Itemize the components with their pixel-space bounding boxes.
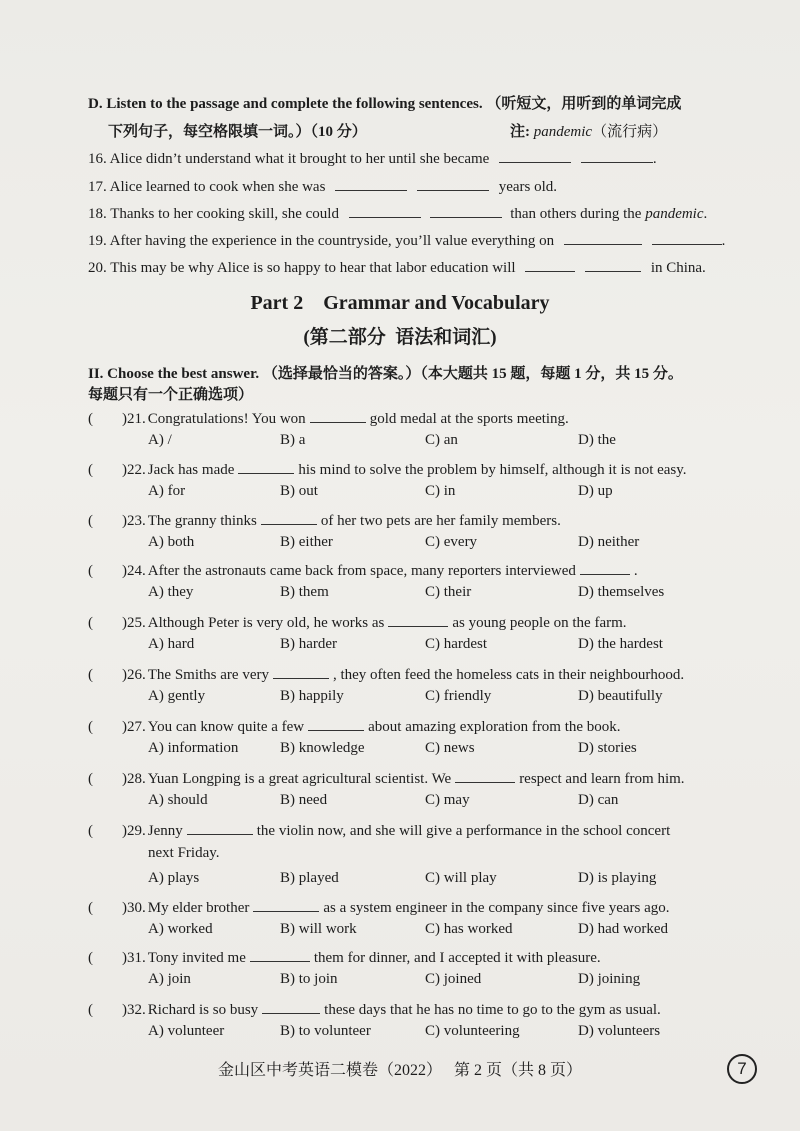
question-number: )28. — [122, 771, 146, 787]
answer-blank[interactable] — [250, 947, 310, 962]
answer-blank[interactable] — [253, 897, 319, 912]
listening-item-17: 17. Alice learned to cook when she was years old. — [88, 176, 557, 196]
answer-blank[interactable] — [388, 612, 448, 627]
answer-parenthesis[interactable]: ( — [88, 719, 93, 735]
answer-option[interactable]: B) need — [280, 792, 328, 808]
answer-parenthesis[interactable]: ( — [88, 667, 93, 683]
answer-option[interactable]: D) volunteers — [578, 1023, 661, 1039]
question-text: Although Peter is very old, he works as — [147, 615, 385, 631]
answer-option[interactable]: A) volunteer — [148, 1023, 225, 1039]
answer-option[interactable]: C) in — [425, 483, 456, 499]
answer-option[interactable]: D) the — [578, 432, 616, 448]
section-d-heading: D. Listen to the passage and complete the following sentences. （听短文，用听到的单词完成 — [88, 96, 682, 112]
section-ii-heading: II. Choose the best answer. （选择最恰当的答案。）（本大题共 15 题，每题 1 分，共 15 分。 — [88, 366, 683, 382]
answer-parenthesis[interactable]: ( — [88, 462, 93, 478]
answer-parenthesis[interactable]: ( — [88, 513, 93, 529]
question-text-after-blank: as young people on the farm. — [452, 615, 627, 631]
question-text: Richard is so busy — [147, 1002, 259, 1018]
answer-blank[interactable] — [238, 459, 294, 474]
pandemic-note: 注: pandemic（流行病） — [510, 124, 668, 140]
answer-option[interactable]: B) them — [280, 584, 329, 600]
question-row — [88, 999, 661, 1019]
answer-option[interactable]: C) their — [425, 584, 472, 600]
question-number: )30. — [122, 900, 146, 916]
answer-blank[interactable] — [310, 408, 366, 423]
answer-blank[interactable] — [499, 148, 571, 163]
answer-option[interactable]: A) worked — [148, 921, 213, 937]
answer-blank[interactable] — [455, 768, 515, 783]
question-text-after-blank: as a system engineer in the company since five years ago. — [323, 900, 670, 916]
question-row — [88, 947, 601, 967]
question-row — [88, 560, 638, 580]
answer-option[interactable]: D) themselves — [578, 584, 665, 600]
question-text: Jack has made — [147, 462, 235, 478]
answer-option[interactable]: A) hard — [148, 636, 195, 652]
answer-option[interactable]: C) hardest — [425, 636, 488, 652]
answer-blank[interactable] — [585, 257, 641, 272]
question-text-after-blank: these days that he has no time to go to the gym as usual. — [324, 1002, 661, 1018]
question-text-after-blank: , they often feed the homeless cats in their neighbourhood. — [332, 667, 685, 683]
answer-option[interactable]: A) both — [148, 534, 195, 550]
question-number: )26. — [122, 667, 146, 683]
answer-option[interactable]: C) has worked — [425, 921, 513, 937]
question-text: Tony invited me — [147, 950, 246, 966]
answer-option[interactable]: B) out — [280, 483, 318, 499]
answer-option[interactable]: A) join — [148, 971, 191, 987]
answer-parenthesis[interactable]: ( — [88, 950, 93, 966]
answer-option[interactable]: D) joining — [578, 971, 641, 987]
answer-blank[interactable] — [335, 176, 407, 191]
answer-blank[interactable] — [580, 560, 630, 575]
page-footer: 金山区中考英语二模卷（2022） 第 2 页（共 8 页） — [217, 1062, 582, 1079]
listening-item-19: 19. After having the experience in the countryside, you’ll value everything on . — [88, 230, 725, 250]
answer-option[interactable]: D) beautifully — [578, 688, 663, 704]
answer-option[interactable]: A) / — [148, 432, 172, 448]
question-text-after-blank: about amazing exploration from the book. — [368, 719, 621, 735]
answer-option[interactable]: B) knowledge — [280, 740, 365, 756]
answer-option[interactable]: C) friendly — [425, 688, 492, 704]
question-text-after-blank: them for dinner, and I accepted it with pleasure. — [313, 950, 601, 966]
question-row — [88, 664, 684, 684]
answer-option[interactable]: B) harder — [280, 636, 338, 652]
question-text: My elder brother — [147, 900, 250, 916]
question-text: Jenny — [147, 823, 183, 839]
question-text: You can know quite a few — [147, 719, 305, 735]
answer-parenthesis[interactable]: ( — [88, 771, 93, 787]
question-row — [88, 716, 621, 736]
question-number: )31. — [122, 950, 146, 966]
question-number: )32. — [122, 1002, 146, 1018]
answer-blank[interactable] — [187, 820, 253, 835]
answer-option[interactable]: D) neither — [578, 534, 640, 550]
question-text: Congratulations! You won — [147, 411, 306, 427]
answer-blank[interactable] — [525, 257, 575, 272]
answer-option[interactable]: B) happily — [280, 688, 344, 704]
answer-option[interactable]: B) played — [280, 870, 339, 886]
answer-option[interactable]: D) up — [578, 483, 613, 499]
listening-item-20: 20. This may be why Alice is so happy to hear that labor education will in China. — [88, 257, 706, 277]
answer-option[interactable]: A) should — [148, 792, 208, 808]
question-text-after-blank: of her two pets are her family members. — [320, 513, 561, 529]
answer-option[interactable]: A) they — [148, 584, 194, 600]
question-row — [88, 510, 561, 530]
question-number: )27. — [122, 719, 146, 735]
question-row — [88, 768, 685, 788]
answer-option[interactable]: A) for — [148, 483, 186, 499]
answer-option[interactable]: C) volunteering — [425, 1023, 520, 1039]
answer-option[interactable]: D) stories — [578, 740, 637, 756]
answer-option[interactable]: B) to volunteer — [280, 1023, 371, 1039]
question-text: After the astronauts came back from space, many reporters interviewed — [147, 563, 576, 579]
question-row — [88, 459, 687, 479]
page-number-circle: 7 — [727, 1054, 757, 1084]
question-text-after-blank: . — [633, 563, 638, 579]
question-text: Yuan Longping is a great agricultural scientist. We — [147, 771, 452, 787]
answer-option[interactable]: C) every — [425, 534, 478, 550]
answer-option[interactable]: C) news — [425, 740, 475, 756]
answer-parenthesis[interactable]: ( — [88, 1002, 93, 1018]
question-text-after-blank: respect and learn from him. — [519, 771, 685, 787]
part-2-title: Part 2 Grammar and Vocabulary — [250, 292, 550, 314]
question-text-after-blank: gold medal at the sports meeting. — [369, 411, 569, 427]
answer-option[interactable]: C) joined — [425, 971, 482, 987]
question-text-after-blank: his mind to solve the problem by himself, although it is not easy. — [298, 462, 687, 478]
answer-option[interactable]: D) can — [578, 792, 619, 808]
question-row — [88, 820, 670, 840]
listening-item-16: 16. Alice didn’t understand what it brought to her until she became . — [88, 148, 657, 168]
question-number: )24. — [122, 563, 146, 579]
answer-blank[interactable] — [308, 716, 364, 731]
answer-parenthesis[interactable]: ( — [88, 900, 93, 916]
answer-option[interactable]: D) had worked — [578, 921, 668, 937]
answer-blank[interactable] — [262, 999, 320, 1014]
question-number: )21. — [122, 411, 146, 427]
question-text: The granny thinks — [147, 513, 257, 529]
answer-blank[interactable] — [581, 148, 653, 163]
answer-blank[interactable] — [564, 230, 642, 245]
answer-parenthesis[interactable]: ( — [88, 823, 93, 839]
part-2-title-cn: (第二部分 语法和词汇) — [303, 327, 497, 348]
question-number: )22. — [122, 462, 146, 478]
answer-option[interactable]: A) gently — [148, 688, 206, 704]
question-row — [88, 408, 569, 428]
answer-option[interactable]: C) will play — [425, 870, 497, 886]
question-row — [88, 612, 627, 632]
question-number: )25. — [122, 615, 146, 631]
answer-blank[interactable] — [261, 510, 317, 525]
section-ii-heading-line2: 每题只有一个正确选项） — [88, 387, 254, 403]
question-text-continued: next Friday. — [148, 845, 220, 861]
section-d-heading-line2: 下列句子，每空格限填一词。）（10 分） — [108, 124, 367, 140]
answer-blank[interactable] — [652, 230, 722, 245]
answer-option[interactable]: A) information — [148, 740, 239, 756]
question-text-after-blank: the violin now, and she will give a performance in the school concert — [256, 823, 671, 839]
answer-blank[interactable] — [430, 203, 502, 218]
answer-option[interactable]: B) a — [280, 432, 306, 448]
answer-option[interactable]: C) may — [425, 792, 470, 808]
answer-option[interactable]: B) will work — [280, 921, 357, 937]
answer-parenthesis[interactable]: ( — [88, 563, 93, 579]
answer-option[interactable]: B) either — [280, 534, 333, 550]
answer-option[interactable]: C) an — [425, 432, 458, 448]
question-number: )23. — [122, 513, 146, 529]
answer-blank[interactable] — [349, 203, 421, 218]
answer-option[interactable]: D) is playing — [578, 870, 657, 886]
question-number: )29. — [122, 823, 146, 839]
question-row — [88, 897, 670, 917]
answer-parenthesis[interactable]: ( — [88, 615, 93, 631]
answer-option[interactable]: B) to join — [280, 971, 338, 987]
question-text: The Smiths are very — [147, 667, 269, 683]
answer-option[interactable]: D) the hardest — [578, 636, 663, 652]
answer-parenthesis[interactable]: ( — [88, 411, 93, 427]
listening-item-18: 18. Thanks to her cooking skill, she could than others during the pandemic. — [88, 203, 707, 223]
answer-option[interactable]: A) plays — [148, 870, 200, 886]
answer-blank[interactable] — [417, 176, 489, 191]
answer-blank[interactable] — [273, 664, 329, 679]
